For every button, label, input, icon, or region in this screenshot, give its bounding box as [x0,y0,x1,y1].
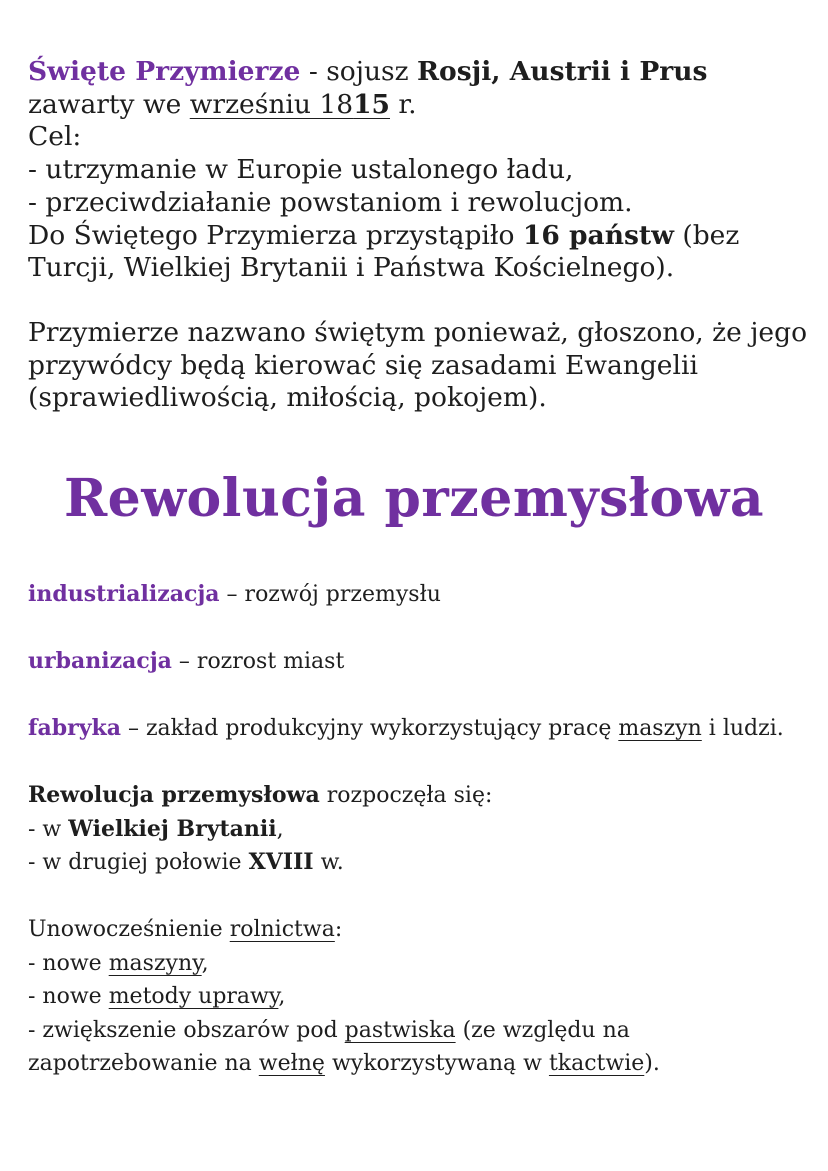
alliance-name: Święte Przymierze [28,56,301,87]
start-place: - w Wielkiej Brytanii, [28,815,284,842]
member-count: 16 państw [522,219,674,251]
section-heading: Rewolucja przemysłowa [63,468,765,529]
alliance-membership: Do Świętego Przymierza przystąpiło 16 państw (bez Turcji, Wielkiej Brytanii i Państwa Kościelnego). [28,219,740,284]
definition-term: fabryka [28,715,121,741]
definition-item: industrializacja – rozwój przemysłu [28,581,441,607]
goal-item: - utrzymanie w Europie ustalonego ładu, [28,154,574,186]
alliance-definition: Święte Przymierze - sojusz Rosji, Austrii i Prus zawarty we wrześniu 1815 r. [28,56,708,120]
definition-term: industrializacja [28,581,220,607]
start-time: - w drugiej połowie XVIII w. [28,849,344,875]
agriculture-item: - nowe metody uprawy, [28,984,286,1009]
definition-term: urbanizacja [28,648,172,674]
industrial-revolution-section [28,578,808,1081]
definition-item: urbanizacja – rozrost miast [28,648,345,674]
alliance-members: Rosji, Austrii i Prus [417,56,708,87]
definition-item: fabryka – zakład produkcyjny wykorzystujący pracę maszyn i ludzi. [28,715,784,741]
goal-label: Cel: [28,121,82,153]
goal-item: - przeciwdziałanie powstaniom i rewolucjom. [28,186,633,218]
agriculture-label: Unowocześnienie rolnictwa: [28,917,343,942]
agriculture-item: - zwiększenie obszarów pod pastwiska (ze względu na zapotrzebowanie na wełnę wykorzystywaną w tkactwie). [28,1017,660,1076]
alliance-date: wrześniu 1815 [189,88,390,120]
revolution-start: Rewolucja przemysłowa rozpoczęła się: [28,782,493,808]
holy-alliance-section [28,56,808,415]
alliance-name-reason: Przymierze nazwano świętym ponieważ, głoszono, że jego przywódcy będą kierować się zasadami Ewangelii (sprawiedliwością, miłością, pokojem). [28,316,808,414]
agriculture-item: - nowe maszyny, [28,950,209,976]
